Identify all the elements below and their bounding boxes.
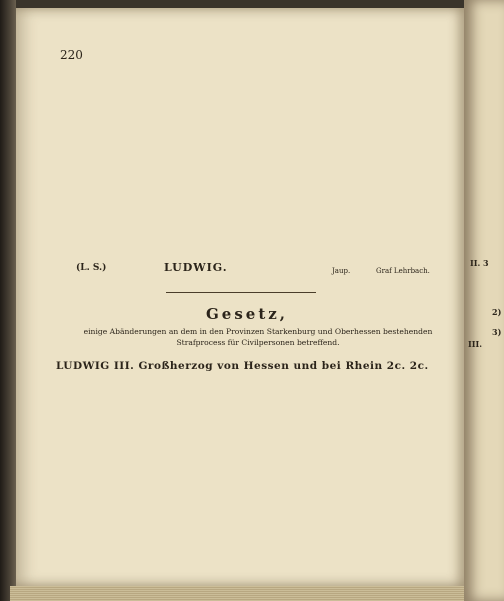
facing-fragment-4: III. [468, 339, 483, 349]
facing-page [464, 0, 504, 601]
page-edges [10, 586, 470, 601]
signature-name: LUDWIG. [164, 261, 228, 274]
page-number: 220 [60, 48, 83, 62]
book-spine [0, 0, 16, 601]
facing-fragment-1: II. 3 [470, 258, 489, 268]
law-subtitle-2: Strafprocess für Civilpersonen betreffend. [176, 338, 340, 347]
countersignature-1: Jaup. [332, 267, 351, 275]
seal-mark: (L. S.) [76, 263, 107, 273]
preamble-heading: LUDWIG III. Großherzog von Hessen und bei Rhein 2c. 2c. [56, 360, 429, 372]
countersignature-2: Graf Lehrbach. [376, 267, 430, 275]
document-page [16, 8, 464, 586]
facing-fragment-2: 2) [492, 307, 502, 317]
law-title: Gesetz, [206, 305, 289, 323]
facing-fragment-3: 3) [492, 327, 502, 337]
law-subtitle-1: einige Abänderungen an dem in den Provinzen Starkenburg und Oberhessen bestehenden [83, 327, 433, 336]
section-divider [166, 292, 316, 293]
